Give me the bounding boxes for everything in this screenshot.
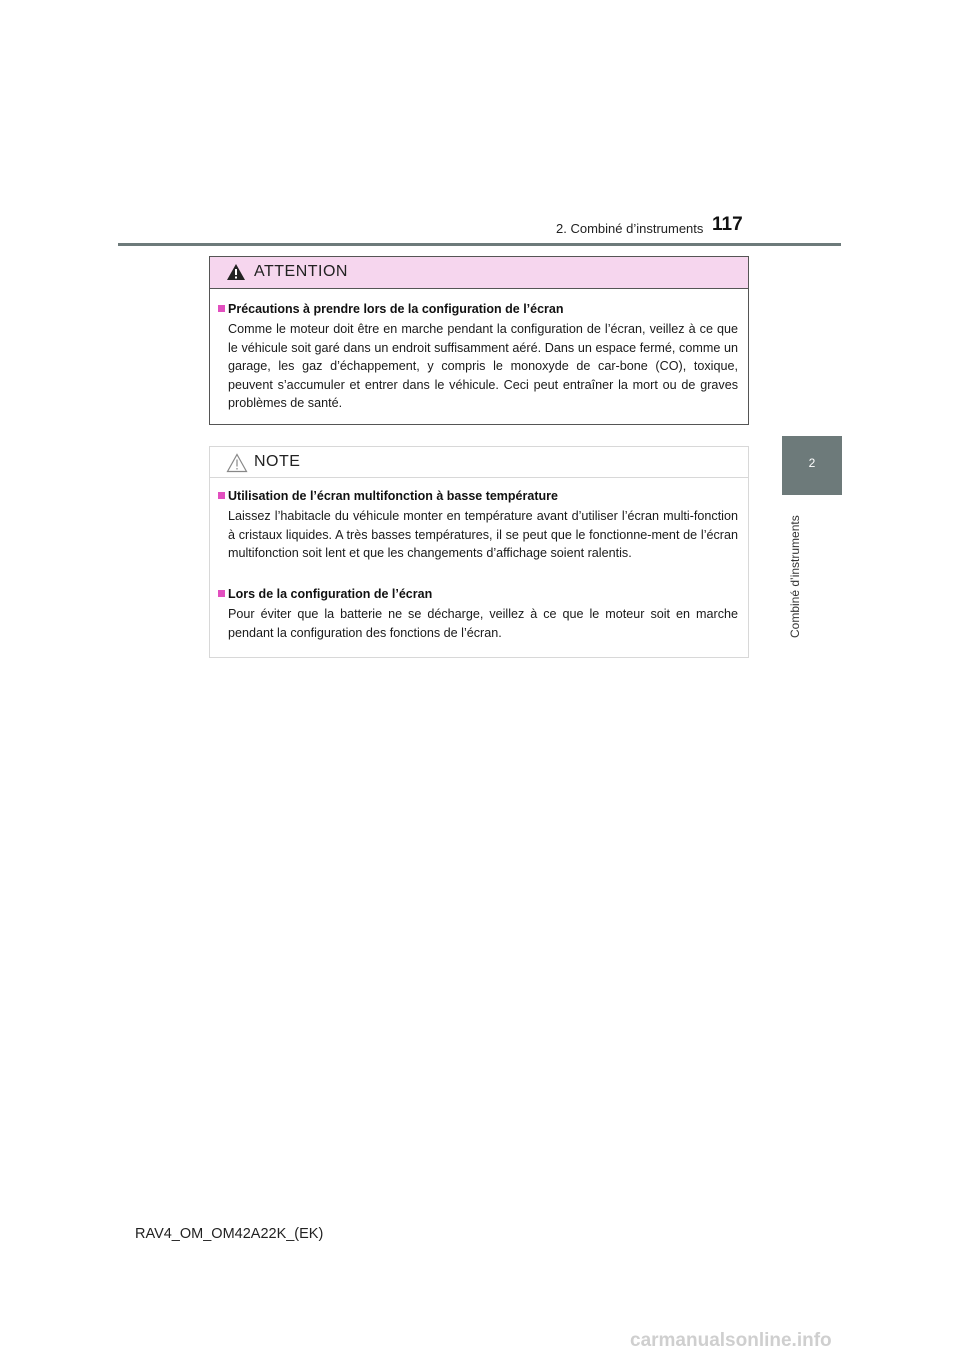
note-box bbox=[209, 446, 749, 658]
attention-box bbox=[209, 256, 749, 425]
attention-item-text: Comme le moteur doit être en marche pendant la configuration de l’écran, veillez à ce que le véhicule soit garé dans un endroit suffisamment aéré. Dans un espace fermé, comme un garage, les gaz d’échappement, y compris le monoxyde de car-bone (CO), toxique, peuvent s’accumuler et entrer dans le véhicule. Ceci peut entraîner la mort ou de graves problèmes de santé. bbox=[228, 322, 738, 410]
caution-triangle-outline-icon bbox=[226, 453, 248, 478]
model-code: RAV4_OM_OM42A22K_(EK) bbox=[135, 1226, 324, 1242]
section-title: 2. Combiné d’instruments bbox=[556, 221, 704, 236]
note-item bbox=[218, 489, 738, 563]
attention-item-title: Précautions à prendre lors de la configuration de l’écran bbox=[228, 302, 564, 316]
header-divider bbox=[118, 243, 841, 246]
note-header bbox=[210, 447, 748, 478]
note-item-title: Lors de la configuration de l’écran bbox=[228, 587, 433, 601]
square-bullet-icon bbox=[218, 305, 225, 312]
chapter-tab[interactable] bbox=[782, 436, 842, 495]
note-item bbox=[218, 587, 738, 642]
note-item-title: Utilisation de l’écran multifonction à basse température bbox=[228, 489, 558, 503]
attention-header bbox=[210, 257, 748, 289]
note-item-text: Laissez l’habitacle du véhicule monter en température avant d’utiliser l’écran multi-fonction à cristaux liquides. A très basses températures, il se peut que le fonctionne-ment de l’écran multifonction soit lent et que les changements d’affichage soient ralentis. bbox=[228, 509, 738, 560]
note-item-text: Pour éviter que la batterie ne se décharge, veillez à ce que le moteur soit en marche pendant la configuration des fonctions de l’écran. bbox=[228, 607, 738, 640]
attention-title: ATTENTION bbox=[254, 263, 348, 280]
page-number: 117 bbox=[712, 214, 743, 235]
watermark: carmanualsonline.info bbox=[630, 1330, 832, 1351]
chapter-tab-number: 2 bbox=[808, 456, 816, 470]
warning-triangle-icon bbox=[226, 263, 246, 286]
square-bullet-icon bbox=[218, 492, 225, 499]
square-bullet-icon bbox=[218, 590, 225, 597]
chapter-tab-label: Combiné d’instruments bbox=[788, 515, 802, 638]
note-title: NOTE bbox=[254, 453, 301, 470]
attention-item bbox=[218, 302, 738, 413]
